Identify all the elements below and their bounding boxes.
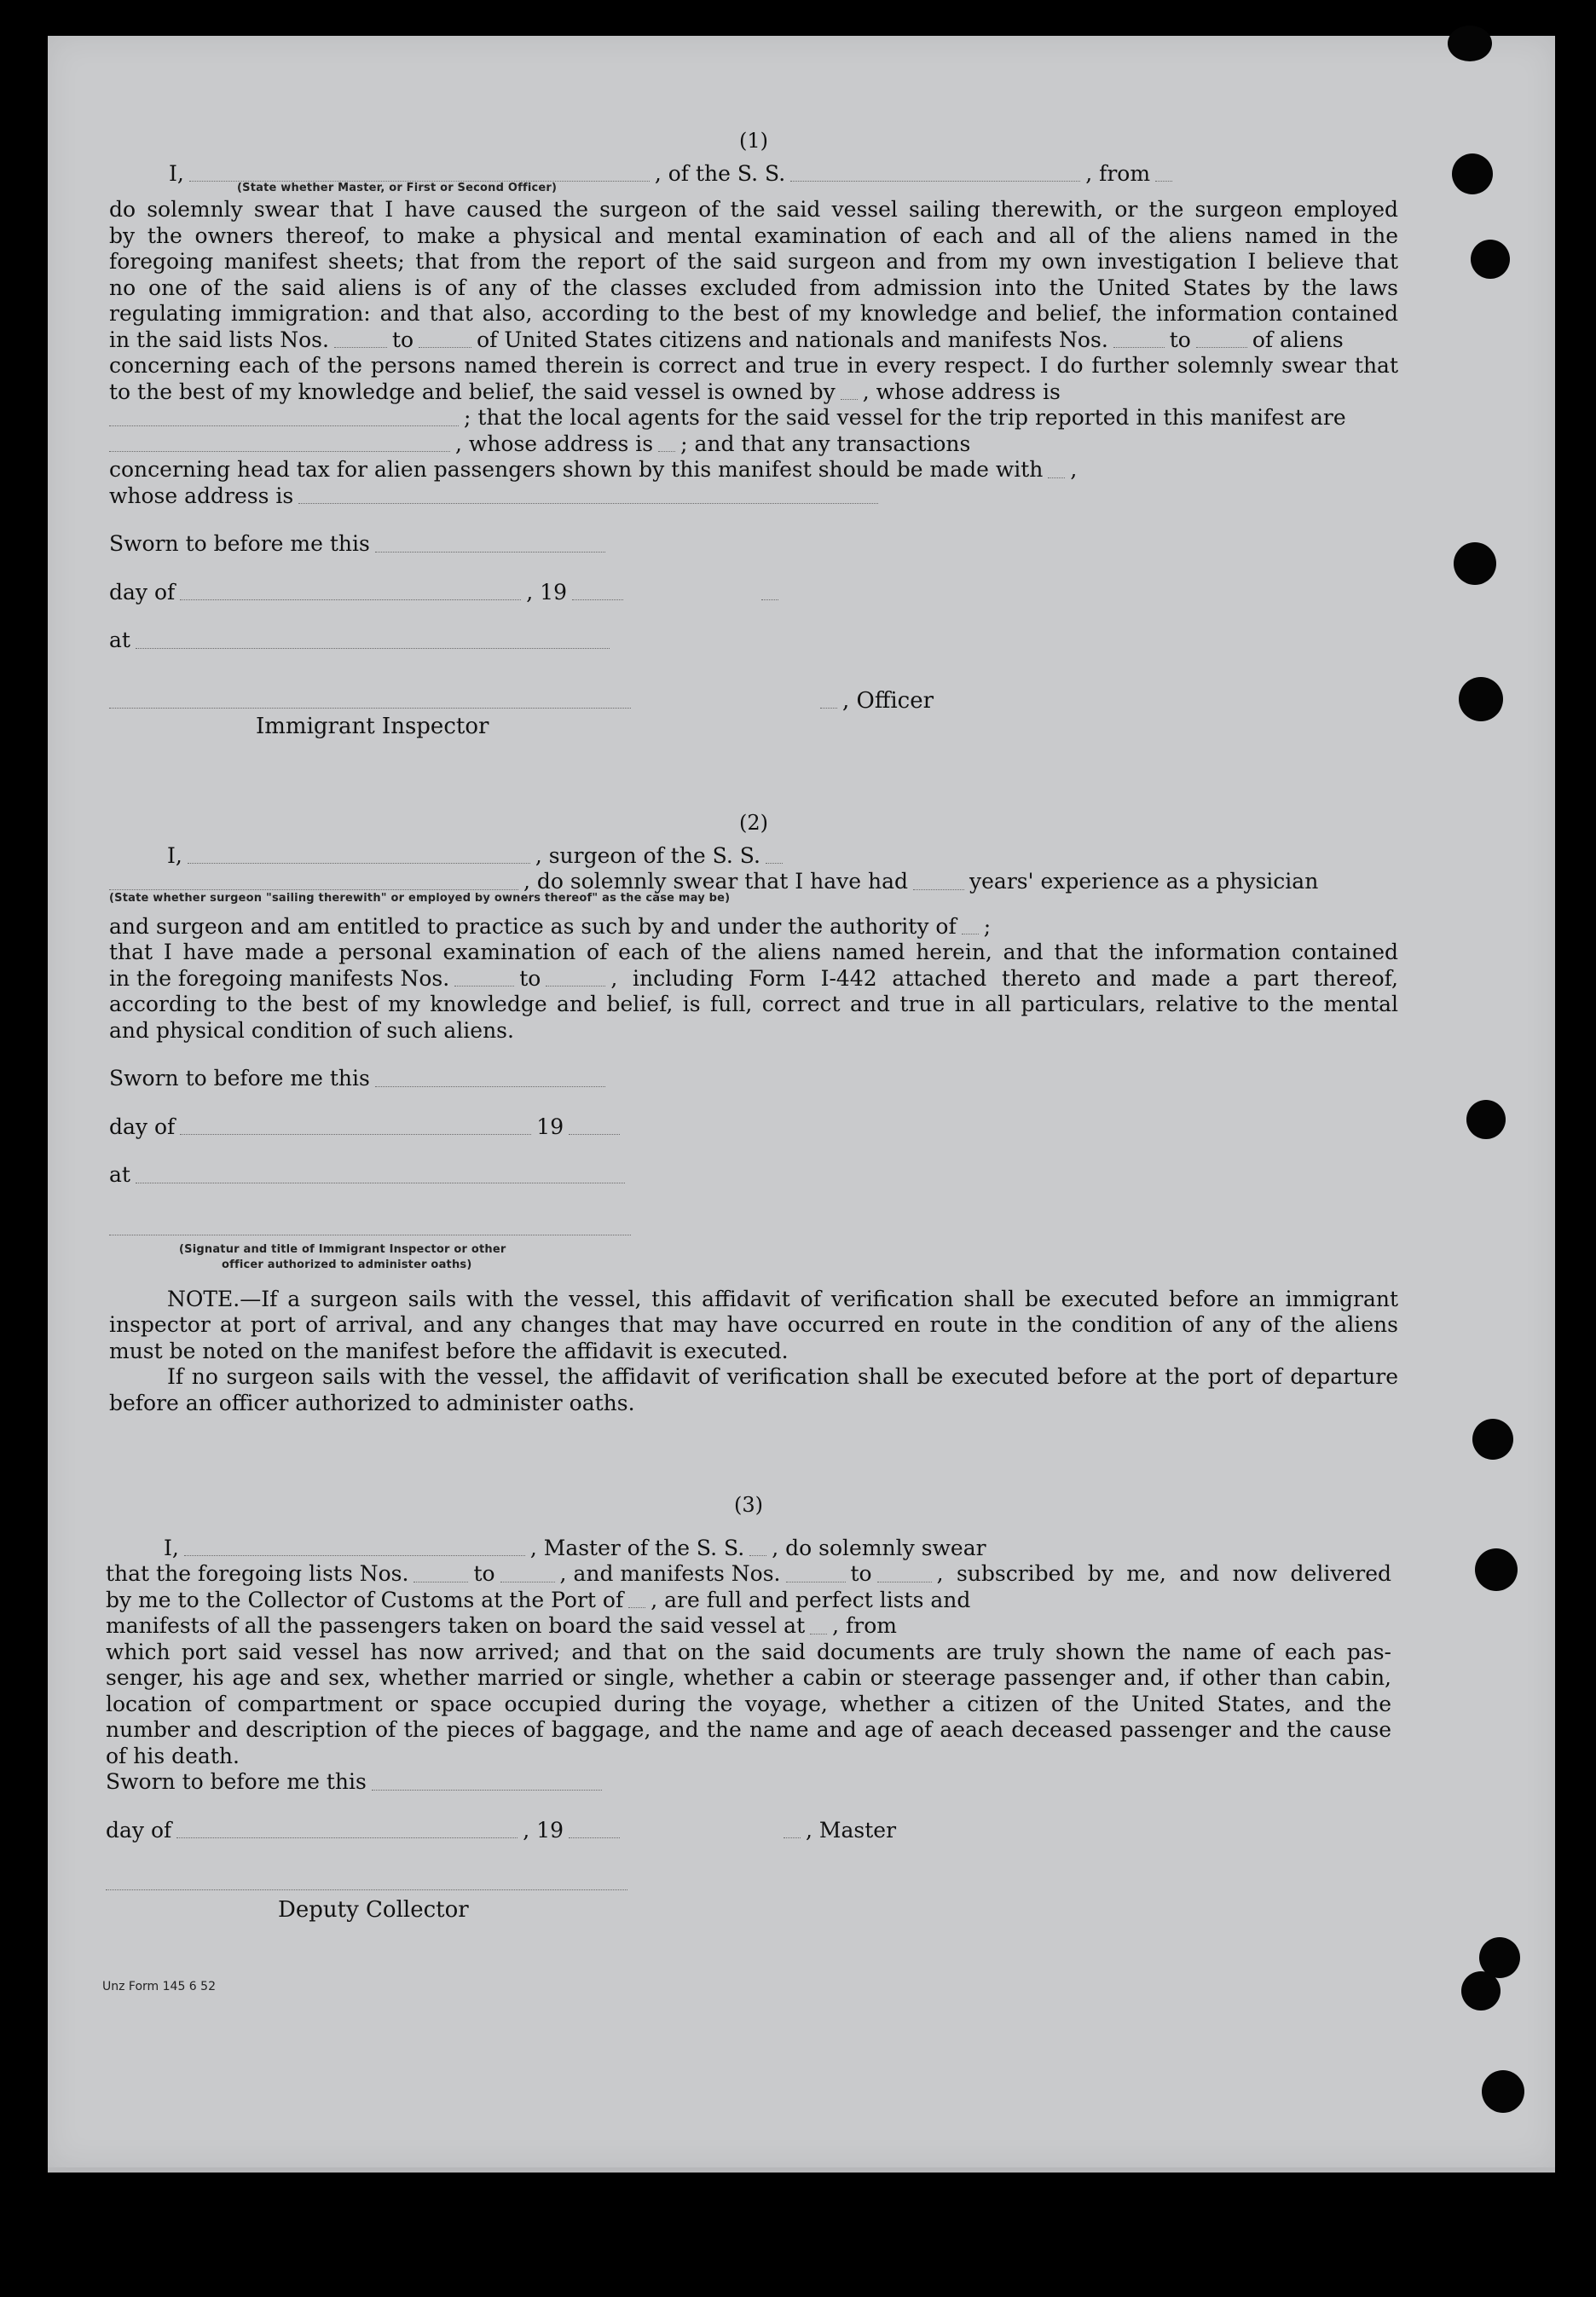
surgeon-line [109,843,1398,870]
paragraph-line: do solemnly swear that I have caused the surgeon of the said vessel sailing therewith, or the surgeon employed [109,197,1398,222]
binder-hole [1448,26,1492,61]
to-label: to [1169,327,1191,352]
head-tax-contact-field[interactable] [1048,460,1065,478]
agents-address-line [109,431,1398,458]
years-field[interactable] [913,872,964,890]
location-field[interactable] [136,1166,625,1183]
affidavit-section-1 [109,128,1398,740]
surgeon-type-field[interactable] [109,872,518,890]
manifest-from-field[interactable] [454,969,514,986]
list-from-field[interactable] [334,330,387,348]
at-line [109,1162,1398,1189]
binder-hole [1459,677,1503,721]
note-paragraph: If no surgeon sails with the vessel, the affidavit of verification shall be executed before at the port of departure before an officer authorized to administer oaths. [109,1364,1398,1415]
signature-line [109,1223,1398,1241]
paragraph-line: that I have made a personal examination of each of the aliens named herein, and that the information contained [109,940,1398,964]
boarding-port-field[interactable] [810,1617,827,1635]
head-tax-label: concerning head tax for alien passengers shown by this manifest should be made with [109,457,1044,482]
manifest-from-field[interactable] [786,1565,846,1582]
local-agents-label: ; that the local agents for the said vessel for the trip reported in this manifest are [464,405,1346,430]
at-label: at [109,1162,130,1187]
master-line [106,1536,1391,1562]
address-label: , whose address is [455,431,654,456]
contact-address-line [109,483,1398,510]
note-paragraph: NOTE.—If a surgeon sails with the vessel, this affidavit of verification shall be executed before an immigrant inspector at port of arrival, and any changes that may have occurred en route in the condition of any of the aliens must be noted on the manifest before the affidavit is executed. [109,1286,1398,1363]
semicolon: ; [983,913,992,939]
oath-paragraph [109,197,1398,327]
master-sig-label: , Master [806,1817,897,1843]
binder-hole [1452,153,1493,194]
signature-note: officer authorized to administer oaths) [222,1258,472,1271]
port-field[interactable] [628,1590,645,1608]
authority-label: and surgeon and am entitled to practice as such by and under the authority of [109,913,957,939]
inspector-signature-field[interactable] [109,1218,631,1235]
authority-field[interactable] [962,917,979,934]
year-field[interactable] [572,582,623,600]
delivered-label: , subscribed by me, and now delivered [936,1561,1391,1586]
day-of-label: day of [106,1817,172,1843]
month-field[interactable] [176,1820,518,1838]
signature-note: (Signatur and title of Immigrant Inspector or other [179,1242,506,1256]
pronoun-label: I, [167,842,182,868]
page-edge [48,2167,1555,2173]
binder-hole [1466,1100,1506,1139]
master-label: , Master of the S. S. [529,1535,745,1560]
paragraph-line: which port said vessel has now arrived; and that on the said documents are truly shown the name of each pas- [106,1639,1391,1664]
surgeon-name-field[interactable] [188,846,530,864]
section-number: (1) [739,129,768,153]
surgeon-type-note: (State whether surgeon "sailing therewith" or employed by owners thereof" as the case may be) [109,891,731,905]
manifest-to-field[interactable] [1196,330,1247,348]
lists-label: in the said lists Nos. [109,327,329,352]
inspector-label: Immigrant Inspector [256,714,489,739]
comma: , [1070,457,1078,482]
list-numbers-line [109,327,1398,354]
day-of-label: day of [109,1114,176,1139]
paragraph-line: according to the best of my knowledge and belief, is full, correct and true in all particulars, relative to the mental [109,992,1398,1016]
sworn-day-field[interactable] [375,535,605,553]
deputy-signature-line [106,1878,1391,1895]
paragraph-line: concerning each of the persons named therein is correct and true in every respect. I do further solemnly swear that [109,353,1398,378]
master-name-field[interactable] [184,1538,525,1556]
list-from-field[interactable] [413,1565,468,1582]
manifests-label: in the foregoing manifests Nos. [109,965,450,991]
from-label: , from [1085,160,1151,186]
deputy-signature-field[interactable] [106,1872,627,1890]
month-field[interactable] [180,1117,531,1135]
binder-hole [1461,1971,1501,2011]
lists-label: that the foregoing lists Nos. [106,1561,409,1586]
month-field[interactable] [180,582,521,600]
agent-name-field[interactable] [109,434,450,452]
officer-signature-field[interactable] [820,691,837,709]
officer-label: , Officer [842,687,934,714]
contact-address-field[interactable] [298,486,878,504]
port-line [106,1588,1391,1614]
origin-port-field[interactable] [1155,164,1172,182]
transactions-label: ; and that any transactions [680,431,971,456]
owner-address-field[interactable] [109,408,459,426]
sworn-day-field[interactable] [372,1773,602,1791]
day-of-line [109,580,1398,606]
to-label: to [519,965,541,991]
sworn-line [109,531,1398,558]
lists-line [106,1561,1391,1588]
day-of-line [106,1818,1391,1844]
at-line [109,628,1398,654]
paragraph-line: by the owners thereof, to make a physical and mental examination of each and all of the aliens named in the [109,223,1398,248]
day-of-line [109,1114,1398,1141]
at-label: at [109,628,130,652]
form-number: Unz Form 145 6 52 [102,1980,216,1993]
surgeon-label: , surgeon of the S. S. [535,842,760,868]
paragraph-line: senger, his age and sex, whether married or single, whether a cabin or steerage passenger and, if other than cabin, [106,1665,1391,1690]
paragraph-line: number and description of the pieces of baggage, and the name and age of aeach deceased passenger and the cause [106,1717,1391,1742]
swear-label: , do solemnly swear [772,1535,986,1560]
sworn-line [109,1066,1398,1092]
boarded-label: manifests of all the passengers taken on board the said vessel at [106,1613,806,1638]
manifest-from-field[interactable] [1113,330,1165,348]
aliens-label: of aliens [1252,327,1344,352]
ship-name-field[interactable] [790,164,1080,182]
owner-field[interactable] [841,382,858,400]
signature-line [109,688,1398,715]
deputy-label: Deputy Collector [278,1897,469,1923]
owned-by-label: to the best of my knowledge and belief, the said vessel is owned by [109,379,836,404]
from-label: , from [832,1613,897,1638]
year-prefix: 19 [536,1114,564,1139]
ship-name-field[interactable] [766,846,783,864]
sworn-label: Sworn to before me this [109,1066,370,1091]
list-to-field[interactable] [419,330,471,348]
year-field[interactable] [569,1117,620,1135]
head-tax-line [109,457,1398,483]
boarded-line [106,1613,1391,1640]
officer-name-field[interactable] [189,164,650,182]
master-signature-field[interactable] [784,1820,801,1838]
inspector-signature-field[interactable] [109,691,631,709]
to-label: to [850,1561,872,1586]
year-prefix: , 19 [523,1817,564,1843]
binder-hole [1475,1548,1518,1591]
affidavit-section-3 [106,1492,1391,1924]
affidavit-section-2 [109,810,1398,1416]
sworn-label: Sworn to before me this [109,531,370,556]
location-field[interactable] [136,631,610,649]
manifests-label: of United States citizens and nationals and manifests Nos. [477,327,1108,352]
sworn-label: Sworn to before me this [106,1769,367,1794]
to-label: to [473,1561,495,1586]
section-number: (2) [739,811,768,835]
day-of-label: day of [109,579,176,605]
agents-line [109,405,1398,431]
years-label: years' experience as a physician [969,869,1319,894]
lists-complete-label: , are full and perfect lists and [651,1587,971,1612]
port-label: by me to the Collector of Customs at the Port of [106,1587,624,1612]
paragraph-line: and physical condition of such aliens. [109,1017,514,1043]
paragraph-line: regulating immigration: and that also, according to the best of my knowledge and belief, the information contained [109,301,1398,326]
officer-signature-top-field[interactable] [761,582,778,600]
paragraph-line: location of compartment or space occupied during the voyage, whether a citizen of the United States, and the [106,1691,1391,1716]
owner-line [109,379,1398,406]
manifest-to-field[interactable] [546,969,605,986]
paragraph-line: foregoing manifest sheets; that from the report of the said surgeon and from my own investigation I believe that [109,249,1398,274]
section-number: (3) [734,1493,763,1517]
year-prefix: , 19 [526,579,568,605]
paragraph-line: no one of the said aliens is of any of the classes excluded from admission into the United States by the laws [109,275,1398,300]
manifest-to-field[interactable] [877,1565,932,1582]
sworn-day-field[interactable] [375,1069,605,1087]
swear-label: , do solemnly swear that I have had [523,869,909,894]
binder-hole [1454,542,1496,585]
manifests-label: , and manifests Nos. [559,1561,781,1586]
master-officer-note: (State whether Master, or First or Second Officer) [237,182,558,194]
binder-hole [1482,2070,1524,2113]
manifests-line [109,966,1398,992]
sworn-line [106,1769,1391,1796]
form-reference: , including Form I-442 attached thereto and made a part thereof, [610,965,1398,991]
authority-line [109,914,1398,940]
pronoun-label: I, [164,1535,179,1560]
binder-hole [1471,240,1510,279]
agent-address-field[interactable] [658,434,675,452]
address-label: whose address is [109,483,294,508]
paragraph-line: of his death. [106,1743,240,1768]
list-to-field[interactable] [500,1565,555,1582]
ship-label: , of the S. S. [654,160,786,186]
to-label: to [391,327,414,352]
binder-hole [1472,1419,1513,1460]
ship-name-field[interactable] [749,1538,766,1556]
pronoun-label: I, [169,160,184,186]
address-label: , whose address is [862,379,1061,404]
year-field[interactable] [569,1820,620,1838]
